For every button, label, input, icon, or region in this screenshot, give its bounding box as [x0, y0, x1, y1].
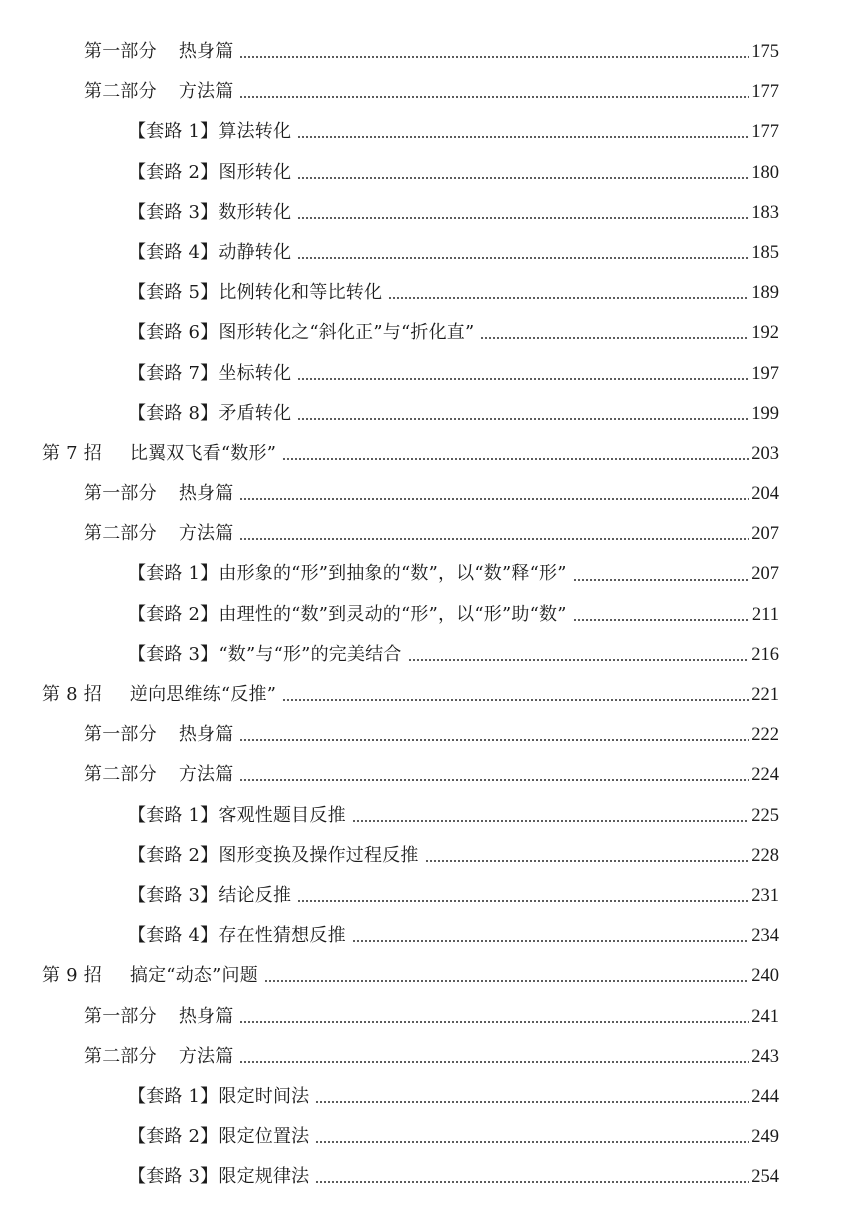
dot-leader — [315, 1180, 749, 1184]
toc-entry-title: 结论反推 — [218, 884, 292, 906]
toc-page-number: 222 — [751, 725, 779, 746]
toc-entry-title: 方法篇 — [178, 81, 234, 103]
toc-entry-label — [128, 394, 291, 434]
dot-leader — [573, 578, 750, 582]
dot-leader — [297, 899, 749, 903]
toc-entry-label — [84, 1037, 233, 1077]
toc-routine-row — [0, 233, 861, 273]
dot-leader — [239, 95, 749, 99]
dot-leader — [573, 618, 750, 622]
toc-entry-label — [84, 997, 233, 1037]
toc-entry-label — [128, 635, 402, 675]
toc-entry-number: 第一部分 — [84, 483, 157, 505]
toc-page-number: 254 — [751, 1167, 779, 1188]
dot-leader — [282, 698, 749, 702]
toc-chapter-row — [0, 434, 861, 474]
toc-entry-title: 热身篇 — [178, 1005, 234, 1027]
dot-leader — [239, 1060, 749, 1064]
dot-leader — [408, 658, 750, 662]
toc-page-number: 241 — [751, 1006, 779, 1027]
toc-routine-row — [0, 595, 861, 635]
toc-routine-row — [0, 916, 861, 956]
toc-entry-title: 方法篇 — [178, 1045, 234, 1067]
toc-entry-title: 客观性题目反推 — [218, 804, 346, 826]
toc-entry-label — [128, 876, 291, 916]
toc-page-number: 197 — [751, 363, 779, 384]
toc-routine-row — [0, 1077, 861, 1117]
toc-page-number: 189 — [751, 283, 779, 304]
toc-routine-row — [0, 1157, 861, 1197]
toc-entry-title: 比翼双飞看“数形” — [129, 442, 277, 464]
toc-entry-number: 【套路 1】 — [128, 563, 219, 585]
toc-entry-label — [128, 193, 291, 233]
toc-part-row — [0, 997, 861, 1037]
toc-routine-row — [0, 193, 861, 233]
toc-entry-label — [128, 273, 382, 313]
toc-part-row — [0, 715, 861, 755]
toc-entry-label — [84, 755, 233, 795]
toc-entry-title: 由理性的“数”到灵动的“形”，以“形”助“数” — [218, 603, 567, 625]
toc-entry-number: 第二部分 — [84, 81, 157, 103]
toc-page-number: 183 — [751, 202, 779, 223]
toc-entry-title: 矛盾转化 — [218, 402, 292, 424]
toc-routine-row — [0, 394, 861, 434]
toc-page-number: 211 — [751, 604, 779, 625]
toc-entry-title: 数形转化 — [218, 201, 292, 223]
toc-page-number: 234 — [751, 926, 779, 947]
toc-part-row — [0, 72, 861, 112]
toc-entry-number: 第 7 招 — [42, 442, 102, 464]
toc-entry-label — [128, 595, 567, 635]
toc-entry-label — [128, 554, 567, 594]
toc-page-number: 203 — [751, 443, 779, 464]
dot-leader — [297, 135, 749, 139]
toc-entry-title: 图形转化之“斜化正”与“折化直” — [218, 322, 475, 344]
toc-page-number: 225 — [751, 805, 779, 826]
dot-leader — [239, 497, 749, 501]
table-of-contents — [0, 32, 861, 1197]
toc-entry-number: 【套路 5】 — [128, 282, 219, 304]
toc-page-number: 216 — [751, 644, 779, 665]
toc-entry-title: 图形转化 — [218, 161, 292, 183]
toc-entry-number: 第 8 招 — [42, 684, 102, 705]
toc-entry-number: 【套路 4】 — [128, 241, 219, 263]
toc-entry-label — [42, 434, 276, 474]
toc-entry-title: 热身篇 — [178, 41, 234, 62]
toc-page-number: 177 — [751, 82, 779, 103]
toc-chapter-row — [0, 956, 861, 996]
toc-entry-number: 第二部分 — [84, 1045, 157, 1067]
toc-page-number: 177 — [751, 122, 779, 143]
toc-entry-number: 【套路 4】 — [128, 925, 219, 947]
toc-routine-row — [0, 796, 861, 836]
toc-entry-number: 【套路 3】 — [128, 884, 219, 906]
toc-entry-label — [128, 796, 346, 836]
toc-entry-label — [128, 153, 291, 193]
toc-entry-title: 由形象的“形”到抽象的“数”，以“数”释“形” — [218, 563, 567, 585]
toc-entry-title: 限定规律法 — [218, 1166, 310, 1188]
toc-entry-number: 【套路 6】 — [128, 322, 219, 344]
toc-entry-title: 图形变换及操作过程反推 — [218, 844, 419, 866]
toc-page-number: 175 — [751, 42, 779, 62]
toc-page-number: 199 — [751, 403, 779, 424]
toc-entry-label — [128, 1077, 309, 1117]
toc-entry-number: 【套路 3】 — [128, 1166, 219, 1188]
toc-page-number: 185 — [751, 242, 779, 263]
toc-entry-number: 【套路 2】 — [128, 603, 219, 625]
toc-entry-label — [128, 313, 474, 353]
toc-entry-label — [42, 675, 276, 715]
dot-leader — [297, 377, 749, 381]
toc-part-row — [0, 755, 861, 795]
toc-page-number: 243 — [751, 1046, 779, 1067]
toc-entry-title: “数”与“形”的完美结合 — [218, 643, 402, 665]
toc-page-number: 221 — [751, 685, 779, 705]
dot-leader — [297, 216, 749, 220]
toc-entry-number: 【套路 8】 — [128, 402, 219, 424]
toc-routine-row — [0, 112, 861, 152]
toc-entry-title: 存在性猜想反推 — [218, 925, 346, 947]
toc-routine-row — [0, 876, 861, 916]
toc-entry-number: 第二部分 — [84, 523, 157, 545]
toc-entry-label — [128, 1157, 309, 1197]
toc-entry-title: 方法篇 — [178, 764, 234, 786]
toc-entry-label — [128, 836, 419, 876]
toc-page-number: 204 — [751, 484, 779, 505]
dot-leader — [315, 1100, 749, 1104]
toc-entry-title: 算法转化 — [218, 121, 292, 143]
dot-leader — [239, 1020, 749, 1024]
toc-page-number: 240 — [751, 966, 779, 987]
dot-leader — [297, 176, 749, 180]
toc-page-number: 249 — [751, 1127, 779, 1148]
toc-entry-number: 【套路 7】 — [128, 362, 219, 384]
toc-entry-title: 坐标转化 — [218, 362, 292, 384]
toc-routine-row — [0, 273, 861, 313]
dot-leader — [315, 1140, 749, 1144]
toc-part-row — [0, 474, 861, 514]
toc-entry-title: 方法篇 — [178, 523, 234, 545]
toc-entry-label — [128, 233, 291, 273]
toc-entry-label — [84, 715, 233, 755]
dot-leader — [352, 939, 749, 943]
toc-entry-number: 第一部分 — [84, 724, 157, 746]
toc-entry-label — [128, 112, 291, 152]
dot-leader — [239, 537, 749, 541]
toc-page-number: 192 — [751, 323, 779, 344]
dot-leader — [480, 336, 749, 340]
toc-entry-label — [84, 32, 233, 72]
toc-chapter-row — [0, 675, 861, 715]
toc-page-number: 244 — [751, 1086, 779, 1107]
toc-part-row — [0, 514, 861, 554]
toc-page-number: 207 — [751, 524, 779, 545]
dot-leader — [297, 417, 749, 421]
toc-routine-row — [0, 313, 861, 353]
toc-entry-number: 【套路 2】 — [128, 844, 219, 866]
dot-leader — [282, 457, 749, 461]
dot-leader — [352, 819, 749, 823]
toc-entry-title: 动静转化 — [218, 241, 292, 263]
toc-entry-number: 【套路 3】 — [128, 201, 219, 223]
toc-entry-title: 搞定“动态”问题 — [129, 965, 258, 987]
toc-page-number: 231 — [751, 885, 779, 906]
toc-entry-number: 第 9 招 — [42, 965, 102, 987]
toc-part-row — [0, 1037, 861, 1077]
toc-entry-number: 【套路 1】 — [128, 804, 219, 826]
toc-entry-number: 第一部分 — [84, 41, 157, 62]
dot-leader — [297, 256, 749, 260]
toc-entry-title: 比例转化和等比转化 — [218, 282, 383, 304]
toc-entry-label — [128, 916, 346, 956]
toc-entry-number: 【套路 1】 — [128, 1085, 219, 1107]
toc-entry-number: 【套路 2】 — [128, 161, 219, 183]
toc-part-row — [0, 32, 861, 72]
toc-entry-number: 第二部分 — [84, 764, 157, 786]
dot-leader — [239, 738, 749, 742]
toc-routine-row — [0, 354, 861, 394]
toc-routine-row — [0, 635, 861, 675]
toc-entry-label — [84, 514, 233, 554]
toc-routine-row — [0, 1117, 861, 1157]
dot-leader — [239, 778, 749, 782]
toc-entry-title: 热身篇 — [178, 483, 234, 505]
toc-entry-label — [84, 72, 233, 112]
toc-entry-label — [128, 354, 291, 394]
toc-entry-title: 限定位置法 — [218, 1126, 310, 1148]
toc-routine-row — [0, 836, 861, 876]
dot-leader — [264, 979, 749, 983]
toc-routine-row — [0, 153, 861, 193]
dot-leader — [388, 296, 749, 300]
toc-entry-number: 【套路 2】 — [128, 1126, 219, 1148]
toc-entry-label — [42, 956, 258, 996]
toc-routine-row — [0, 554, 861, 594]
toc-entry-label — [128, 1117, 309, 1157]
toc-entry-number: 第一部分 — [84, 1005, 157, 1027]
toc-entry-title: 逆向思维练“反推” — [129, 684, 277, 705]
toc-page-number: 228 — [751, 845, 779, 866]
dot-leader — [425, 859, 750, 863]
toc-entry-number: 【套路 3】 — [128, 643, 219, 665]
toc-entry-title: 热身篇 — [178, 724, 234, 746]
toc-entry-title: 限定时间法 — [218, 1085, 310, 1107]
toc-page-number: 207 — [751, 564, 779, 585]
dot-leader — [239, 55, 749, 59]
toc-page-number: 180 — [751, 162, 779, 183]
toc-entry-number: 【套路 1】 — [128, 121, 219, 143]
toc-entry-label — [84, 474, 233, 514]
toc-page-number: 224 — [751, 765, 779, 786]
